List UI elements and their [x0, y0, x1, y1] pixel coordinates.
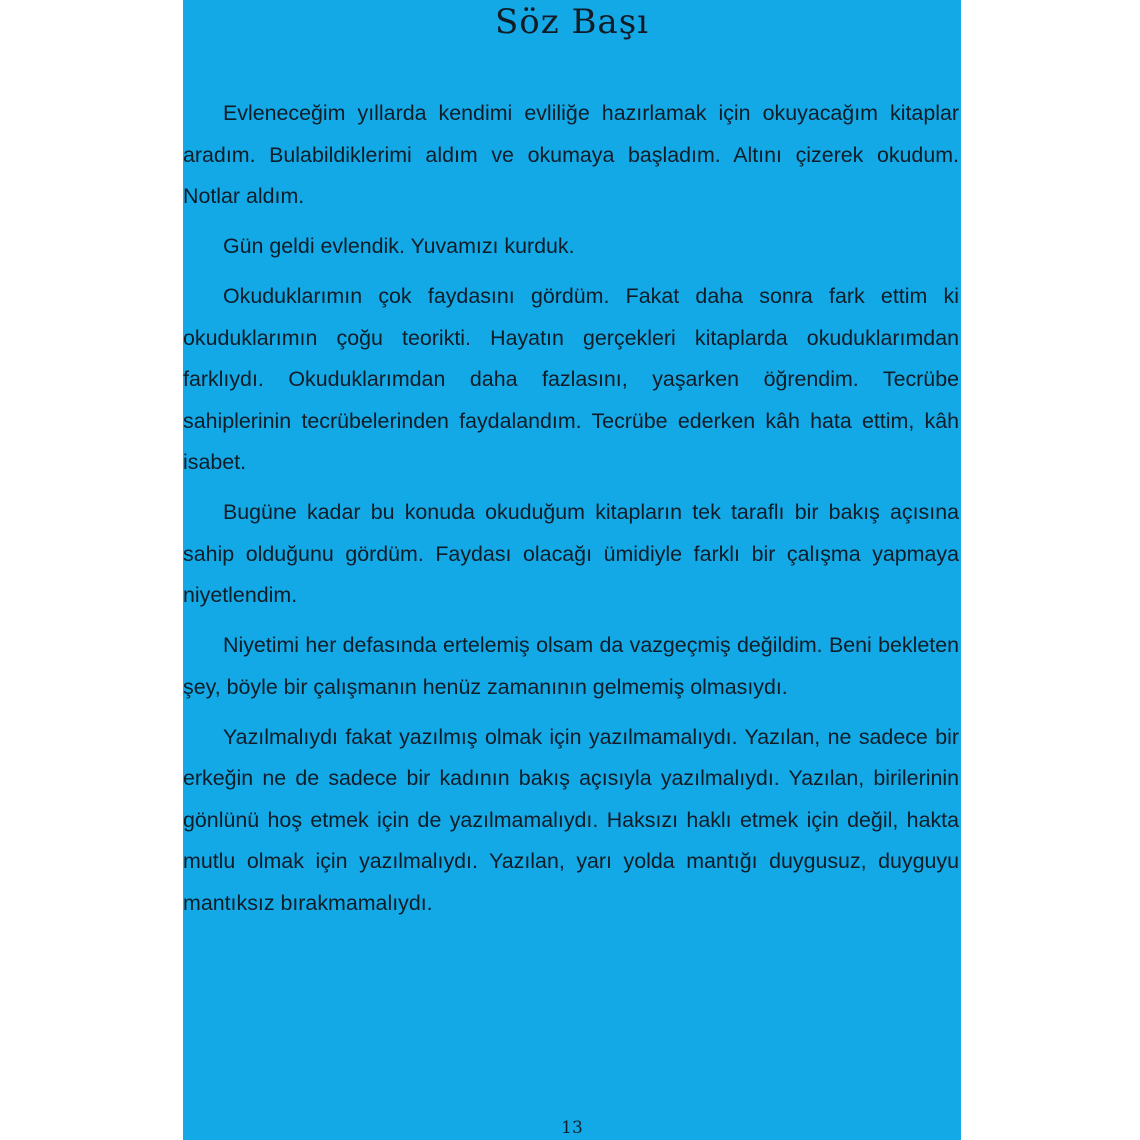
- paragraph: Bugüne kadar bu konuda okuduğum kitapların tek taraflı bir bakış açısına sahip olduğunu gördüm. Faydası olacağı ümidiyle farklı bir çalışma yapmaya niyetlendim.: [183, 500, 959, 607]
- body-text: [183, 93, 959, 933]
- book-page: [183, 0, 961, 1140]
- paragraph: Yazılmalıydı fakat yazılmış olmak için yazılmamalıydı. Yazılan, ne sadece bir erkeğin ne de sadece bir kadının bakış açısıyla yazılmalıydı. Yazılan, birilerinin gönlünü hoş etmek için de yazılmamalıydı. Haksızı haklı etmek için değil, hakta mutlu olmak için yazılmalıydı. Yazılan, yarı yolda mantığı duygusuz, duyguyu mantıksız bırakmamalıydı.: [183, 724, 959, 915]
- paragraph: Gün geldi evlendik. Yuvamızı kurduk.: [223, 234, 575, 258]
- paragraph: Okuduklarımın çok faydasını gördüm. Fakat daha sonra fark ettim ki okuduklarımın çoğu teorikti. Hayatın gerçekleri kitaplarda okuduklarımdan farklıydı. Okuduklarımdan daha fazlasını, yaşarken öğrendim. Tecrübe sahiplerinin tecrübelerinden faydalandım. Tecrübe ederken kâh hata ettim, kâh isabet.: [183, 284, 959, 474]
- paragraph: Evleneceğim yıllarda kendimi evliliğe hazırlamak için okuyacağım kitaplar aradım. Bulabildiklerimi aldım ve okumaya başladım. Altını çizerek okudum. Notlar aldım.: [183, 101, 959, 208]
- paragraph: Niyetimi her defasında ertelemiş olsam da vazgeçmiş değildim. Beni bekleten şey, böyle bir çalışmanın henüz zamanının gelmemiş olmasıydı.: [183, 633, 959, 699]
- page-number: 13: [561, 1118, 583, 1138]
- page-title: Söz Başı: [494, 2, 650, 42]
